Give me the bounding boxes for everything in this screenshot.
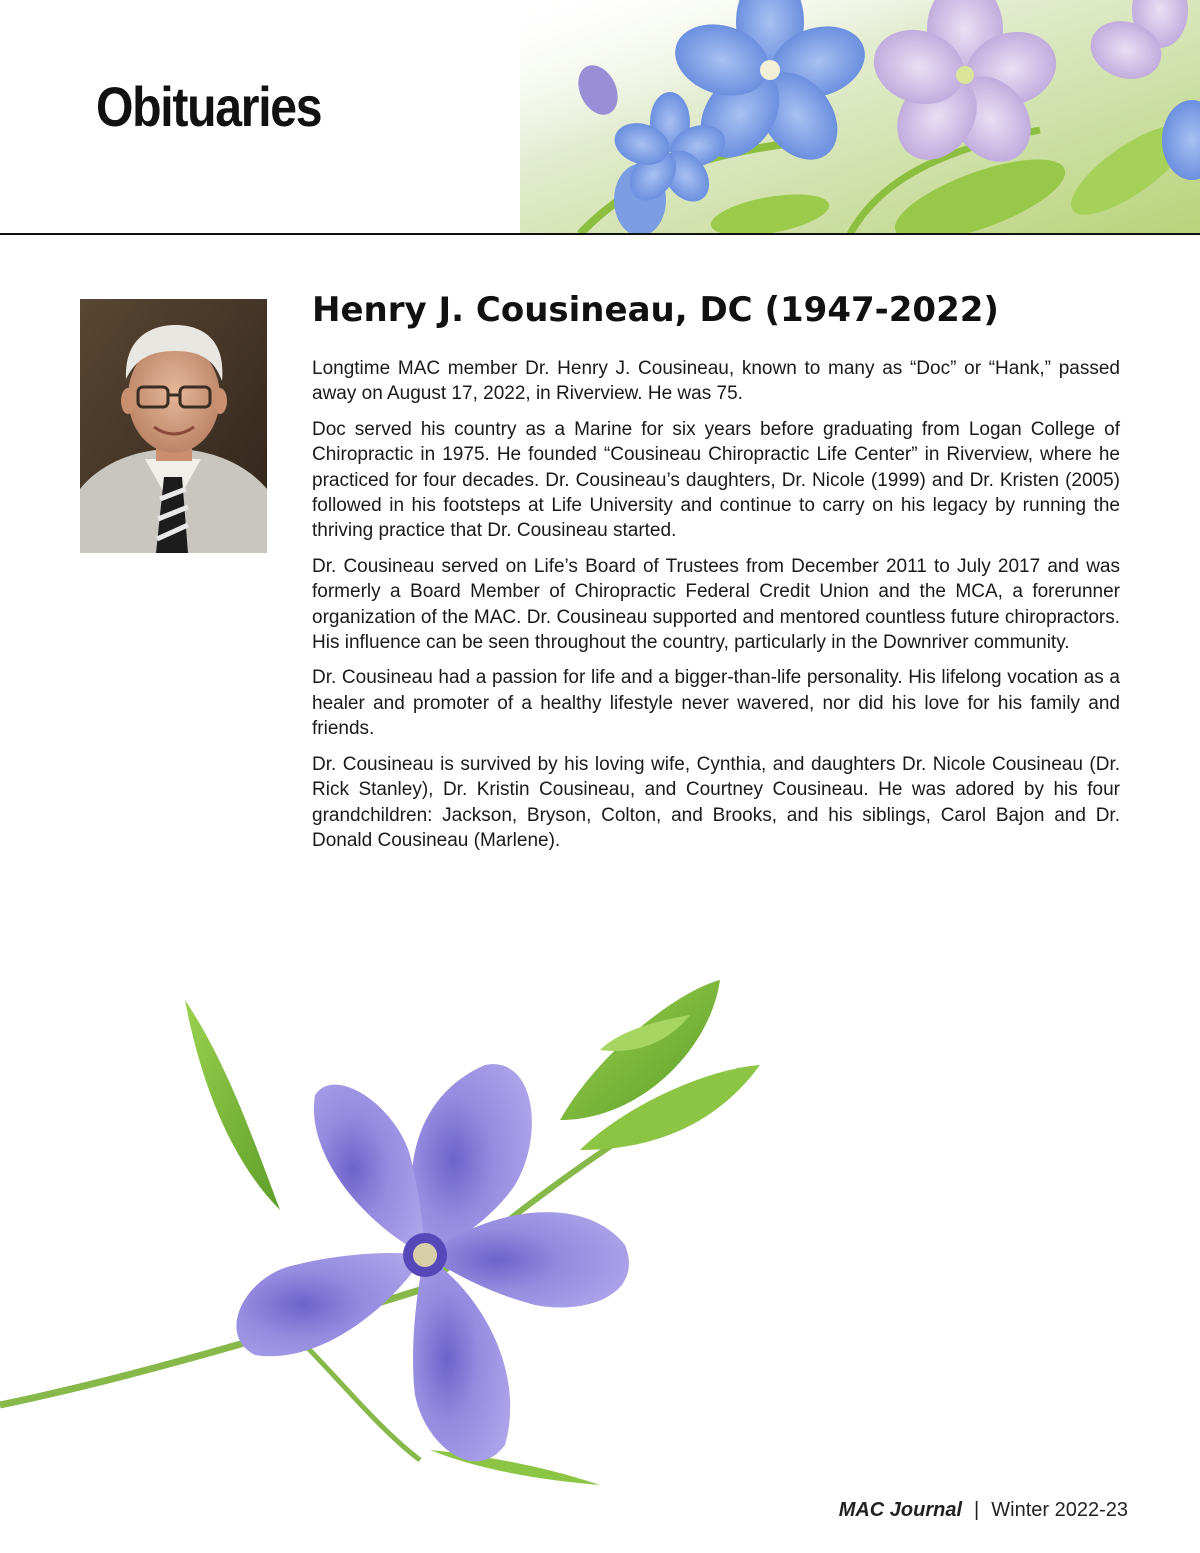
portrait-photo [80,299,267,553]
footer-issue: Winter 2022-23 [991,1499,1128,1521]
obituary-paragraph: Longtime MAC member Dr. Henry J. Cousineau, known to many as “Doc” or “Hank,” passed away on August 17, 2022, in Riverview. He was 75. [312,358,1120,405]
page-header [0,0,1200,235]
obituary-paragraph: Dr. Cousineau served on Life’s Board of Trustees from December 2011 to July 2017 and was formerly a Board Member of Chiropractic Federal Credit Union and the MCA, a forerunner organization of the MAC. Dr. Cousineau supported and mentored countless future chiropractors. His influence can be seen throughout the country, particularly in the Downriver community. [312,555,1120,654]
obituary-body [312,356,1120,863]
header-flowers-image [520,0,1200,234]
footer-journal-name: MAC Journal [838,1499,963,1521]
footer-separator: | [974,1499,980,1521]
obituary-paragraph: Dr. Cousineau had a passion for life and a bigger-than-life personality. His lifelong vocation as a healer and promoter of a healthy lifestyle never wavered, nor did his love for his family and friends. [312,667,1120,740]
page-footer [839,1499,1128,1522]
obituary-paragraph: Dr. Cousineau is survived by his loving wife, Cynthia, and daughters Dr. Nicole Cousineau (Dr. Rick Stanley), Dr. Kristin Cousineau, and Courtney Cousineau. He was adored by his four grandchildren: Jackson, Bryson, Colton, and Brooks, and his siblings, Carol Bajon and Dr. Donald Cousineau (Marlene). [312,753,1120,851]
obituary-paragraph: Doc served his country as a Marine for six years before graduating from Logan College of Chiropractic in 1975. He founded “Cousineau Chiropractic Life Center” in Riverview, where he practiced for four decades. Dr. Cousineau’s daughters, Dr. Nicole (1999) and Dr. Kristen (2005) followed in his footsteps at Life University and continue to carry on his legacy by running the thriving practice that Dr. Cousineau started. [312,418,1120,542]
obituary-title: Henry J. Cousineau, DC (1947-2022) [312,290,999,330]
section-title: Obituaries [96,75,322,138]
periwinkle-flower-image [0,960,860,1520]
header-divider [0,233,1200,235]
